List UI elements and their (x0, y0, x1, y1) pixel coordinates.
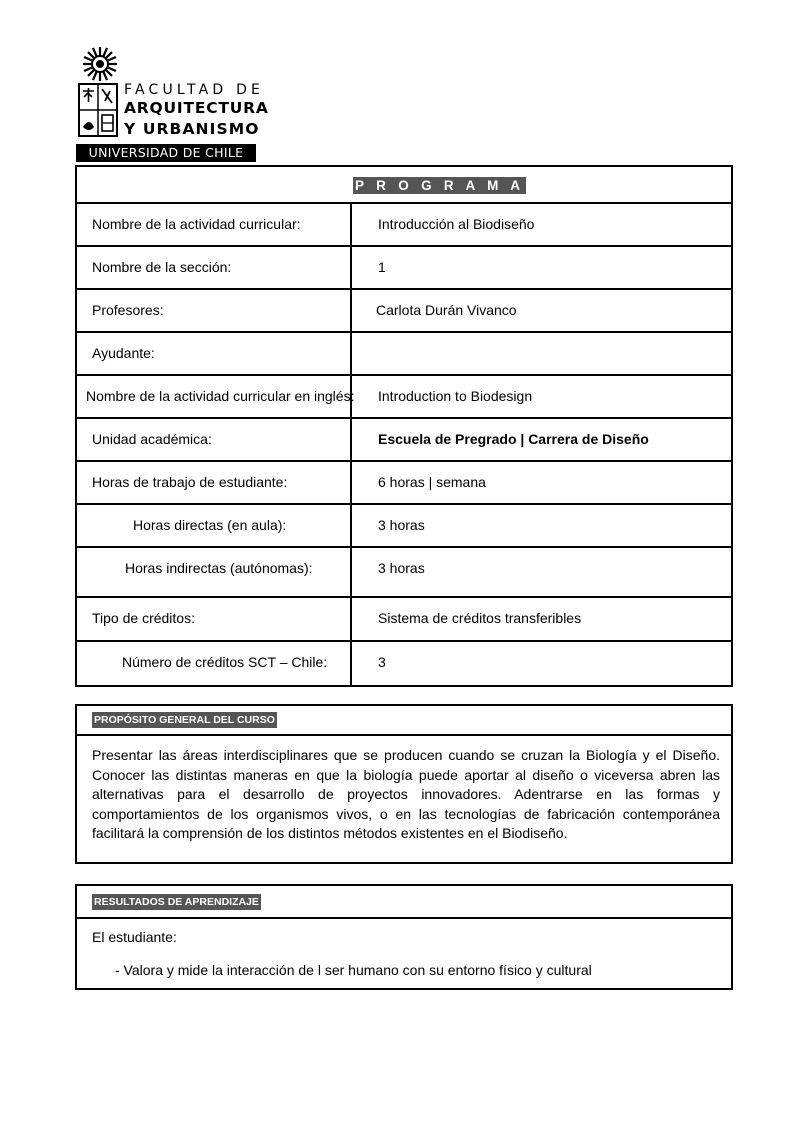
table-row (77, 598, 731, 642)
resultados-header (77, 886, 731, 919)
proposito-heading: PROPÓSITO GENERAL DEL CURSO (94, 714, 275, 726)
row-label: Nombre de la actividad curricular: (77, 204, 352, 245)
row-value: 3 horas (378, 560, 425, 576)
sun-icon (80, 46, 120, 82)
row-label: Horas indirectas (autónomas): (77, 548, 352, 596)
row-value: Escuela de Pregrado | Carrera de Diseño (378, 431, 649, 447)
faculty-logo (76, 46, 269, 164)
row-value: 3 (378, 654, 386, 670)
table-row (77, 642, 731, 685)
row-label: Ayudante: (77, 333, 352, 374)
resultados-item: - Valora y mide la interacción de l ser humano con su entorno físico y cultural (115, 962, 592, 978)
row-value: 1 (378, 259, 386, 275)
row-label: Unidad académica: (77, 419, 352, 460)
row-label: Horas de trabajo de estudiante: (77, 462, 352, 503)
programa-table (75, 165, 733, 687)
table-row (77, 290, 731, 333)
row-label: Horas directas (en aula): (77, 505, 352, 546)
table-row (77, 505, 731, 548)
table-row (77, 204, 731, 247)
row-value: Introducción al Biodiseño (378, 216, 535, 232)
logo-university-bar: UNIVERSIDAD DE CHILE (76, 144, 256, 162)
table-row (77, 548, 731, 598)
proposito-text: Presentar las áreas interdisciplinares que se producen cuando se cruzan la Biología y el Diseño. Conocer las distintas maneras en que la biología puede aportar al diseño o viceversa abren las alternativas para el desarrollo de proyectos innovadores. Adentrarse en las formas y comportamientos de los organismos vivos, o en las tecnologías de fabricación contemporánea facilitará la comprensión de los distintos métodos existentes en el Biodiseño. (92, 747, 720, 841)
table-row (77, 462, 731, 505)
row-label: Número de créditos SCT – Chile: (77, 642, 352, 685)
table-row (77, 333, 731, 376)
crest-shield-icon (78, 83, 118, 137)
programa-title: P R O G R A M A (355, 178, 525, 193)
row-value: 6 horas | semana (378, 474, 486, 490)
row-value: Introduction to Biodesign (378, 388, 533, 404)
resultados-intro: El estudiante: (92, 929, 177, 945)
proposito-section (75, 704, 733, 864)
row-value: 3 horas (378, 517, 425, 533)
row-value (352, 333, 731, 374)
row-value: Sistema de créditos transferibles (378, 610, 582, 626)
row-label: Nombre de la actividad curricular en inglés: (77, 376, 352, 417)
programa-header (77, 167, 731, 204)
row-label: Nombre de la sección: (77, 247, 352, 288)
logo-line-arquitectura: ARQUITECTURA (124, 99, 269, 117)
table-row (77, 247, 731, 290)
logo-line-urbanismo: Y URBANISMO (124, 120, 260, 138)
resultados-heading: RESULTADOS DE APRENDIZAJE (94, 896, 259, 908)
logo-line-facultad: FACULTAD DE (124, 82, 265, 98)
resultados-section (75, 884, 733, 990)
row-value: Carlota Durán Vivanco (376, 302, 517, 318)
proposito-header (77, 706, 731, 736)
row-label: Profesores: (77, 290, 352, 331)
table-row (77, 419, 731, 462)
table-row (77, 376, 731, 419)
row-label: Tipo de créditos: (77, 598, 352, 640)
